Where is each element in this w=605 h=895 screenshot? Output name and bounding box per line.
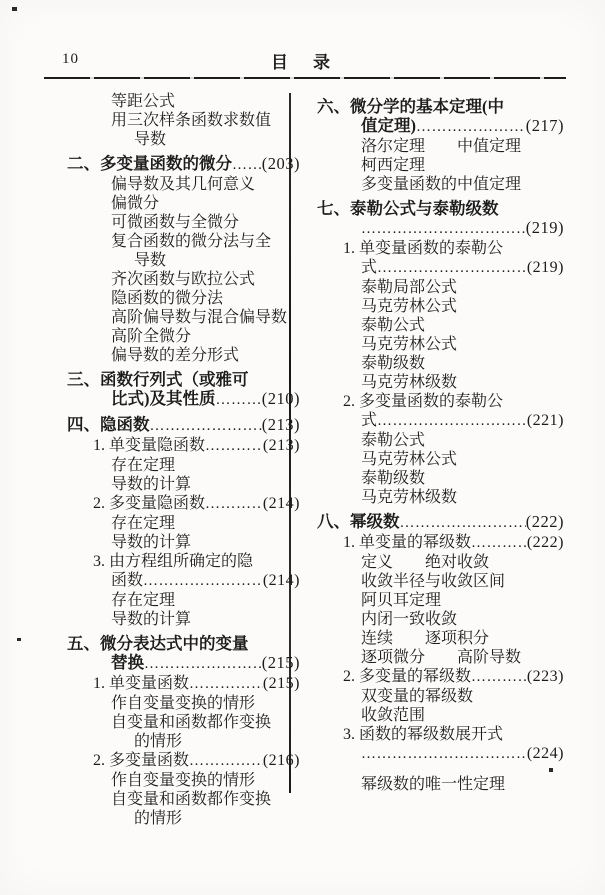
toc-entry-line <box>312 744 564 764</box>
dot-leader <box>361 218 526 239</box>
toc-entry-text: 幂级数的唯一性定理 <box>361 776 506 793</box>
toc-entry-line <box>62 552 300 571</box>
dot-leader <box>377 258 527 278</box>
toc-entry-line <box>62 751 300 771</box>
toc-entry-line <box>312 488 564 507</box>
toc-page-ref: (219) <box>525 218 564 237</box>
toc-entry-text: 泰勒公式 <box>361 317 426 334</box>
toc-column-right <box>312 92 564 794</box>
dot-leader <box>144 653 262 674</box>
toc-entry-text: 3. 函数的幂级数展开式 <box>343 726 504 743</box>
toc-entry-line <box>62 514 300 533</box>
toc-entry-line <box>62 571 300 591</box>
toc-entry-line <box>312 687 564 706</box>
dot-leader <box>143 571 263 591</box>
toc-entry-text: 泰勒级数 <box>361 470 426 487</box>
toc-entry-text: 高阶偏导数与混合偏导数 <box>111 309 288 326</box>
dot-leader <box>216 389 262 410</box>
toc-entry-text: 隐函数的微分法 <box>111 290 224 307</box>
toc-section-line <box>62 370 300 389</box>
page-header <box>0 48 605 72</box>
toc-entry-line <box>62 308 300 327</box>
toc-entry-line <box>312 775 564 794</box>
toc-entry-line <box>62 327 300 346</box>
toc-entry-line <box>312 258 564 278</box>
toc-entry-line <box>62 790 300 809</box>
toc-entry-text: 值定理) <box>361 116 416 135</box>
toc-entry-line <box>312 175 564 194</box>
toc-entry-text: 阿贝耳定理 <box>361 592 442 609</box>
toc-section-line <box>312 97 564 116</box>
toc-entry-line <box>312 239 564 258</box>
toc-section-line <box>312 512 564 533</box>
toc-section-line <box>62 634 300 653</box>
toc-entry-line <box>62 475 300 494</box>
toc-entry-line <box>312 297 564 316</box>
toc-entry-line <box>62 713 300 732</box>
toc-entry-line <box>312 648 564 667</box>
toc-entry-line <box>312 392 564 411</box>
toc-page-ref: (214) <box>262 572 300 589</box>
toc-entry-text: 作自变量变换的情形 <box>111 772 256 789</box>
toc-entry-text: 马克劳林级数 <box>361 489 458 506</box>
toc-section-line <box>62 389 300 410</box>
toc-entry-text: 函数 <box>111 572 144 589</box>
toc-entry-line <box>62 92 300 111</box>
toc-entry-text: 齐次函数与欧拉公式 <box>111 271 256 288</box>
dot-leader <box>377 411 527 431</box>
toc-entry-line <box>62 289 300 308</box>
toc-entry-text: 马克劳林公式 <box>361 451 458 468</box>
toc-entry-text: 比式)及其性质 <box>111 389 216 408</box>
toc-entry-text: 泰勒公式 <box>361 432 426 449</box>
toc-section-line <box>62 154 300 175</box>
toc-entry-line <box>312 610 564 629</box>
toc-entry-text: 五、微分表达式中的变量 <box>67 634 249 653</box>
toc-entry-text: 1. 单变量隐函数 <box>93 437 206 454</box>
toc-entry-text: 高阶全微分 <box>111 328 192 345</box>
toc-entry-text: 自变量和函数都作变换 <box>111 714 272 731</box>
toc-entry-text: 连续 逐项积分 <box>361 630 490 647</box>
toc-entry-text: 导数的计算 <box>111 476 192 493</box>
toc-page-ref: (222) <box>525 512 564 531</box>
toc-entry-line <box>312 278 564 297</box>
dot-leader <box>189 751 263 771</box>
toc-entry-line <box>312 137 564 156</box>
toc-entry-text: 七、泰勒公式与泰勒级数 <box>317 199 499 218</box>
toc-page-ref: (216) <box>262 752 300 769</box>
toc-entry-line <box>62 694 300 713</box>
toc-entry-text: 泰勒级数 <box>361 355 426 372</box>
toc-entry-text: 的情形 <box>134 810 183 827</box>
dot-leader <box>400 512 526 533</box>
toc-entry-line <box>62 436 300 456</box>
toc-entry-text: 马克劳林级数 <box>361 374 458 391</box>
toc-entry-text: 偏导数的差分形式 <box>111 347 240 364</box>
toc-entry-line <box>62 771 300 790</box>
toc-entry-text: 四、隐函数 <box>67 415 150 434</box>
toc-entry-text: 2. 多变量函数 <box>93 752 190 769</box>
toc-entry-text: 用三次样条函数求数值 <box>111 112 272 129</box>
toc-entry-text: 内闭一致收敛 <box>361 611 458 628</box>
toc-entry-line <box>62 809 300 828</box>
toc-entry-text: 2. 多变量函数的泰勒公 <box>343 393 504 410</box>
toc-section-line <box>312 199 564 218</box>
toc-entry-text: 等距公式 <box>111 93 176 110</box>
toc-entry-line <box>62 610 300 629</box>
toc-entry-text: 作自变量变换的情形 <box>111 695 256 712</box>
toc-entry-line <box>62 251 300 270</box>
toc-entry-text: 式 <box>361 412 378 429</box>
toc-entry-line <box>62 674 300 694</box>
toc-page-ref: (224) <box>526 745 564 762</box>
toc-entry-line <box>312 450 564 469</box>
toc-entry-line <box>312 316 564 335</box>
toc-entry-line <box>62 111 300 130</box>
toc-page-ref: (219) <box>526 259 564 276</box>
toc-page-ref: (210) <box>261 389 300 408</box>
toc-entry-text: 2. 多变量隐函数 <box>93 495 206 512</box>
toc-entry-text: 存在定理 <box>111 515 176 532</box>
toc-entry-line <box>312 667 564 687</box>
toc-page-ref: (203) <box>261 154 300 173</box>
toc-section-line <box>62 415 300 436</box>
toc-entry-text: 柯西定理 <box>361 157 426 174</box>
toc-entry-text: 多变量函数的中值定理 <box>361 176 522 193</box>
toc-entry-text: 1. 单变量函数 <box>93 675 190 692</box>
toc-page-ref: (215) <box>262 675 300 692</box>
toc-section-line <box>312 116 564 137</box>
toc-entry-line <box>312 629 564 648</box>
toc-entry-line <box>312 156 564 175</box>
dot-leader <box>150 415 262 436</box>
toc-entry-line <box>62 232 300 251</box>
toc-page-ref: (217) <box>525 116 564 135</box>
toc-entry-text: 双变量的幂级数 <box>361 688 474 705</box>
toc-entry-text: 1. 单变量的幂级数 <box>343 534 472 551</box>
toc-entry-line <box>62 732 300 751</box>
toc-entry-line <box>312 553 564 572</box>
toc-entry-line <box>312 533 564 553</box>
toc-entry-line <box>312 706 564 725</box>
toc-entry-text: 复合函数的微分法与全 <box>111 233 272 250</box>
toc-entry-text: 定义 绝对收敛 <box>361 554 490 571</box>
toc-section-line <box>312 218 564 239</box>
toc-entry-text: 八、幂级数 <box>317 512 400 531</box>
dot-leader <box>205 494 263 514</box>
toc-entry-line <box>312 572 564 591</box>
toc-entry-line <box>62 494 300 514</box>
toc-entry-line <box>62 591 300 610</box>
toc-entry-text: 存在定理 <box>111 592 176 609</box>
toc-entry-line <box>312 354 564 373</box>
header-rule <box>44 77 566 79</box>
toc-entry-text: 马克劳林公式 <box>361 298 458 315</box>
toc-entry-line <box>312 469 564 488</box>
toc-entry-text: 二、多变量函数的微分 <box>67 154 232 173</box>
dot-leader <box>232 154 262 175</box>
dot-leader <box>189 674 263 694</box>
toc-entry-text: 收敛半径与收敛区间 <box>361 573 506 590</box>
toc-entry-text: 1. 单变量函数的泰勒公 <box>343 240 504 257</box>
toc-column-left <box>62 92 300 828</box>
toc-entry-text: 偏微分 <box>111 195 160 212</box>
toc-entry-text: 2. 多变量的幂级数 <box>343 668 472 685</box>
toc-entry-line <box>62 130 300 149</box>
toc-entry-text: 导数的计算 <box>111 534 192 551</box>
toc-page-ref: (222) <box>526 534 564 551</box>
toc-entry-line <box>62 533 300 552</box>
toc-entry-line <box>312 591 564 610</box>
toc-entry-line <box>312 725 564 744</box>
toc-entry-line <box>62 346 300 365</box>
toc-entry-line <box>62 270 300 289</box>
toc-entry-text: 六、微分学的基本定理(中 <box>317 97 504 116</box>
toc-entry-text: 收敛范围 <box>361 707 426 724</box>
toc-section-line <box>62 653 300 674</box>
toc-entry-text: 替换 <box>111 653 144 672</box>
toc-entry-text: 逐项微分 高阶导数 <box>361 649 522 666</box>
toc-entry-text: 马克劳林公式 <box>361 336 458 353</box>
toc-entry-text: 导数 <box>134 252 167 269</box>
scan-speck <box>12 7 17 11</box>
toc-page-ref: (213) <box>262 437 300 454</box>
scan-speck <box>17 638 21 641</box>
toc-entry-text: 自变量和函数都作变换 <box>111 791 272 808</box>
page-number: 10 <box>62 51 79 67</box>
toc-page-ref: (214) <box>262 495 300 512</box>
toc-entry-line <box>312 411 564 431</box>
dot-leader <box>205 436 263 456</box>
toc-entry-text: 洛尔定理 中值定理 <box>361 138 522 155</box>
toc-entry-line <box>62 194 300 213</box>
toc-entry-text: 3. 由方程组所确定的隐 <box>93 553 254 570</box>
toc-entry-text: 导数的计算 <box>111 611 192 628</box>
toc-entry-text: 式 <box>361 259 378 276</box>
toc-entry-line <box>312 373 564 392</box>
dot-leader <box>471 533 527 553</box>
scan-speck <box>549 768 553 772</box>
dot-leader <box>416 116 526 137</box>
dot-leader <box>471 667 527 687</box>
toc-page-ref: (223) <box>526 668 564 685</box>
dot-leader <box>361 744 527 764</box>
toc-entry-line <box>62 456 300 475</box>
toc-entry-text: 三、函数行列式（或雅可 <box>67 370 249 389</box>
toc-page-ref: (213) <box>261 415 300 434</box>
toc-page-ref: (215) <box>261 653 300 672</box>
toc-entry-line <box>312 431 564 450</box>
toc-entry-text: 的情形 <box>134 733 183 750</box>
toc-entry-line <box>62 175 300 194</box>
toc-entry-line <box>312 335 564 354</box>
toc-entry-text: 存在定理 <box>111 457 176 474</box>
toc-entry-text: 导数 <box>134 131 167 148</box>
toc-entry-text: 可微函数与全微分 <box>111 214 240 231</box>
toc-entry-text: 泰勒局部公式 <box>361 279 458 296</box>
toc-entry-text: 偏导数及其几何意义 <box>111 176 256 193</box>
toc-entry-line <box>62 213 300 232</box>
toc-page-ref: (221) <box>526 412 564 429</box>
page-title: 目 录 <box>271 53 334 72</box>
